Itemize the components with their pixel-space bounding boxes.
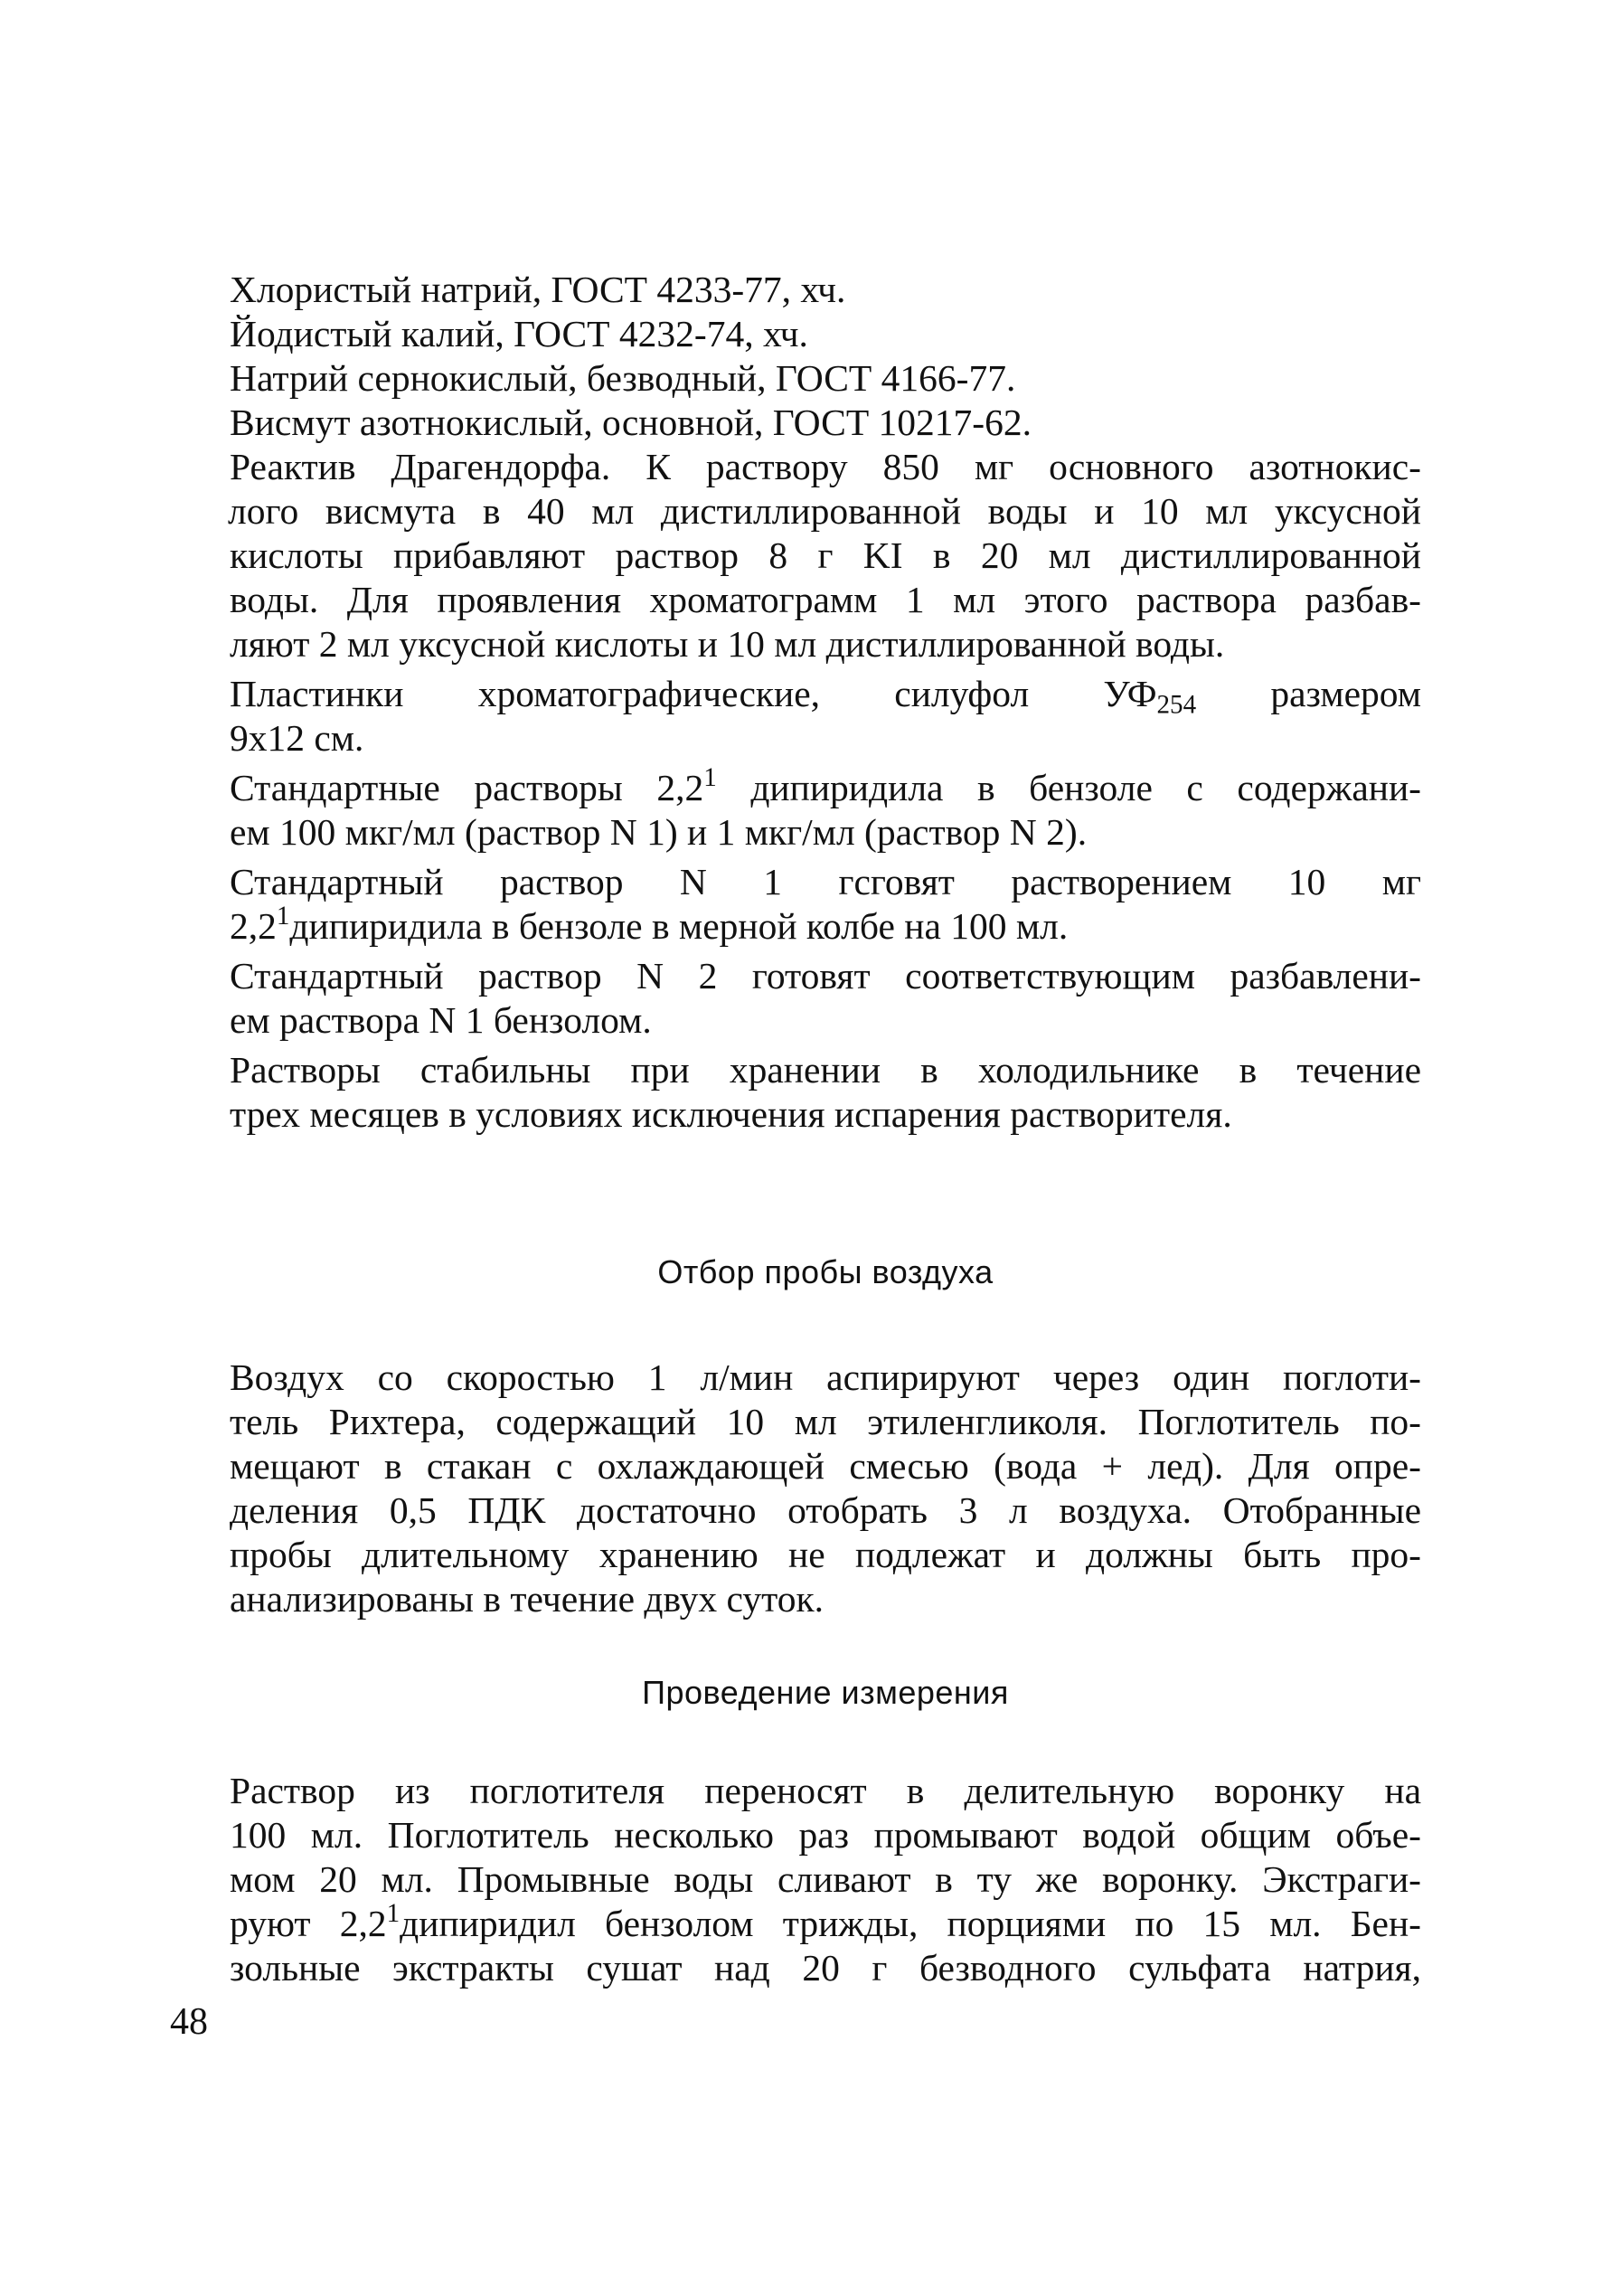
text-line: Воздух со скоростью 1 л/мин аспирируют через один поглоти-: [230, 1356, 1421, 1398]
text-line: 9x12 см.: [230, 717, 364, 759]
reagent-line: Натрий сернокислый, безводный, ГОСТ 4166-77.: [230, 357, 1016, 399]
text-fragment: дипиридила в бензоле с содержани-: [716, 767, 1421, 808]
text-line: Стандартный раствор N 2 готовят соответствующим разбавлени-: [230, 955, 1421, 997]
text-line: [230, 672, 1421, 720]
text-fragment: дипиридил бензолом трижды, порциями по 15 мл. Бен-: [400, 1903, 1422, 1944]
subscript: 254: [1156, 690, 1197, 720]
text-line: деления 0,5 ПДК достаточно отобрать 3 л воздуха. Отобранные: [230, 1489, 1421, 1531]
standard1-paragraph: [230, 860, 1421, 949]
standard2-paragraph: [230, 954, 1421, 1043]
text-fragment: Пластинки хроматографические, силуфол УФ: [230, 673, 1157, 714]
measurement-paragraph: [230, 1769, 1421, 1990]
section-heading-measurement: Проведение измерения: [642, 1674, 1009, 1711]
standards-paragraph: [230, 763, 1421, 855]
superscript: 1: [386, 1899, 400, 1929]
text-line: Раствор из поглотителя переносят в делительную воронку на: [230, 1770, 1421, 1811]
text-fragment: размером: [1196, 673, 1421, 714]
dragendorff-paragraph: [230, 445, 1421, 666]
reagent-line: Хлористый натрий, ГОСТ 4233-77, хч.: [230, 269, 846, 310]
text-line: мещают в стакан с охлаждающей смесью (вода + лед). Для опре-: [230, 1445, 1421, 1487]
superscript: 1: [703, 763, 717, 793]
sampling-paragraph: [230, 1356, 1421, 1621]
text-line: лого висмута в 40 мл дистиллированной воды и 10 мл уксусной: [228, 490, 1421, 532]
text-line: ем 100 мкг/мл (раствор N 1) и 1 мкг/мл (раствор N 2).: [230, 811, 1088, 853]
text-line: мом 20 мл. Промывные воды сливают в ту же воронку. Экстраги-: [230, 1858, 1421, 1900]
text-fragment: дипиридила в бензоле в мерной колбе на 100 мл.: [289, 905, 1069, 947]
text-line: трех месяцев в условиях исключения испарения растворителя.: [230, 1093, 1232, 1135]
text-line: [230, 763, 1421, 810]
stability-paragraph: [230, 1048, 1421, 1137]
text-line: ем раствора N 1 бензолом.: [230, 999, 652, 1041]
text-line: анализированы в течение двух суток.: [230, 1578, 825, 1620]
text-line: зольные экстракты сушат над 20 г безводного сульфата натрия,: [230, 1947, 1421, 1989]
page-body: [230, 268, 1421, 1990]
text-line: [230, 1899, 1422, 1946]
text-line: [230, 904, 1421, 949]
section-heading-sampling: Отбор пробы воздуха: [657, 1253, 994, 1290]
text-fragment: Стандартные растворы 2,2: [230, 767, 704, 808]
text-fragment: 2,2: [230, 905, 277, 947]
text-line: пробы длительному хранению не подлежат и должны быть про-: [230, 1534, 1421, 1575]
text-line: тель Рихтера, содержащий 10 мл этиленгликоля. Поглотитель по-: [230, 1401, 1421, 1442]
plates-paragraph: [230, 672, 1421, 761]
text-line: кислоты прибавляют раствор 8 г KI в 20 мл дистиллированной: [230, 534, 1421, 576]
text-line: 100 мл. Поглотитель несколько раз промывают водой общим объе-: [230, 1814, 1421, 1856]
text-line: Стандартный раствор N 1 гсговят растворением 10 мг: [230, 861, 1421, 902]
text-line: воды. Для проявления хроматограмм 1 мл этого раствора разбав-: [230, 579, 1421, 620]
reagent-list: [230, 268, 1421, 445]
text-fragment: руют 2,2: [230, 1903, 387, 1944]
text-line: ляют 2 мл уксусной кислоты и 10 мл дистиллированной воды.: [230, 623, 1225, 665]
text-line: Реактив Драгендорфа. К раствору 850 мг основного азотнокис-: [230, 446, 1421, 487]
reagent-line: Висмут азотнокислый, основной, ГОСТ 10217-62.: [230, 402, 1032, 443]
page-number: 48: [170, 2001, 208, 2043]
text-line: Растворы стабильны при хранении в холодильнике в течение: [230, 1049, 1421, 1091]
superscript: 1: [276, 902, 290, 931]
reagent-line: Йодистый калий, ГОСТ 4232-74, хч.: [230, 313, 808, 354]
